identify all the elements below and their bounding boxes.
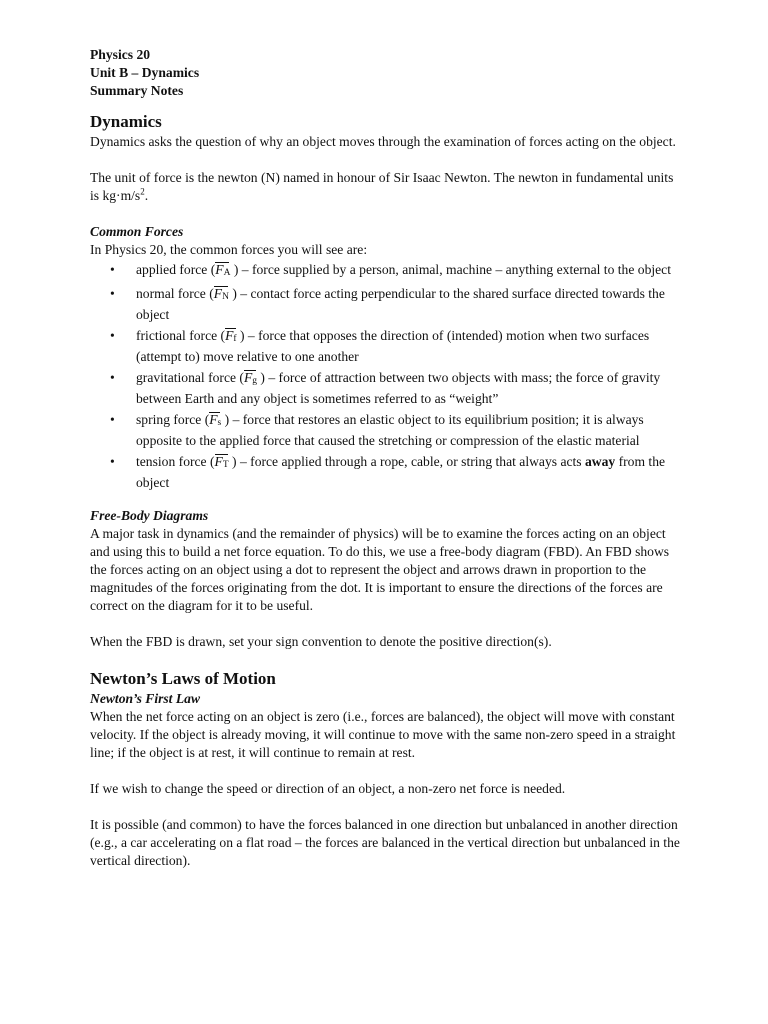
force-description: ) – force applied through a rope, cable, or string that always acts [232, 454, 585, 469]
force-description: ) – force that opposes the direction of (intended) motion when two surfaces (attempt to) move relative to one another [136, 328, 650, 364]
force-symbol: FA [215, 261, 230, 282]
common-forces-intro: In Physics 20, the common forces you will see are: [90, 242, 368, 257]
net-force-paragraph: If we wish to change the speed or direction of an object, a non-zero net force is needed. [90, 781, 566, 796]
force-description: ) – force supplied by a person, animal, machine – anything external to the object [233, 262, 671, 277]
dynamics-heading: Dynamics [90, 112, 162, 131]
balanced-forces-paragraph: It is possible (and common) to have the forces balanced in one direction but unbalanced in another direction (e.g., a car accelerating on a flat road – the forces are balanced in the vertical direction but unbalanced in the vertical direction). [90, 817, 680, 868]
document-header [90, 46, 680, 100]
force-symbol: Fs [209, 411, 221, 432]
first-law-paragraph: When the net force acting on an object is zero (i.e., forces are balanced), the object will move with constant velocity. If the object is already moving, it will continue to move with the same non-zero speed in a straight line; if the object is at rest, it will continue to remain at rest. [90, 709, 676, 760]
newtons-laws-heading: Newton’s Laws of Motion [90, 669, 276, 688]
period: . [144, 188, 149, 203]
list-item [136, 369, 680, 408]
forces-list [90, 261, 680, 492]
notes-title: Summary Notes [90, 83, 184, 98]
page-content [90, 46, 680, 870]
force-description: ) – force of attraction between two objects with mass; the force of gravity between Earth and any object is sometimes referred to as “weight” [136, 370, 661, 406]
force-symbol: Fg [244, 369, 257, 390]
dynamics-intro-paragraph: Dynamics asks the question of why an object moves through the examination of forces acting on the object. [90, 134, 676, 149]
newton-unit-paragraph [90, 169, 680, 205]
emphasis-away: away [584, 454, 616, 469]
unit-title: Unit B – Dynamics [90, 65, 200, 80]
list-item [136, 411, 680, 450]
force-symbol: FT [215, 453, 229, 474]
list-item [136, 261, 680, 282]
force-name: gravitational force ( [136, 370, 244, 385]
course-title: Physics 20 [90, 47, 151, 62]
force-symbol: FN [214, 285, 229, 306]
force-name: normal force ( [136, 286, 214, 301]
force-description: ) – contact force acting perpendicular to the shared surface directed towards the object [136, 286, 665, 322]
list-item [136, 285, 680, 324]
sign-convention-paragraph: When the FBD is drawn, set your sign convention to denote the positive direction(s). [90, 634, 552, 649]
fbd-heading: Free-Body Diagrams [90, 508, 209, 523]
force-name: spring force ( [136, 412, 210, 427]
first-law-heading: Newton’s First Law [90, 691, 201, 706]
list-item [136, 453, 680, 492]
newton-unit-text: The unit of force is the newton (N) named in honour of Sir Isaac Newton. The newton in fundamental units is kg·m/s [90, 170, 674, 203]
force-description: ) – force that restores an elastic object to its equilibrium position; it is always opposite to the applied force that caused the stretching or compression of the elastic material [136, 412, 644, 448]
force-symbol: Ff [225, 327, 236, 348]
force-description-end: from the object [136, 454, 666, 490]
force-name: frictional force ( [136, 328, 226, 343]
force-name: applied force ( [136, 262, 216, 277]
list-item [136, 327, 680, 366]
fbd-paragraph: A major task in dynamics (and the remainder of physics) will be to examine the forces acting on an object and using this to build a net force equation. To do this, we use a free-body diagram (FBD). An FBD shows the forces acting on an object using a dot to represent the object and arrows drawn in proportion to the magnitudes of the forces originating from the dot. It is important to ensure the directions of the forces are correct on the diagram for it to be useful. [90, 526, 670, 613]
force-name: tension force ( [136, 454, 215, 469]
exponent: 2 [140, 186, 145, 197]
common-forces-heading: Common Forces [90, 224, 184, 239]
